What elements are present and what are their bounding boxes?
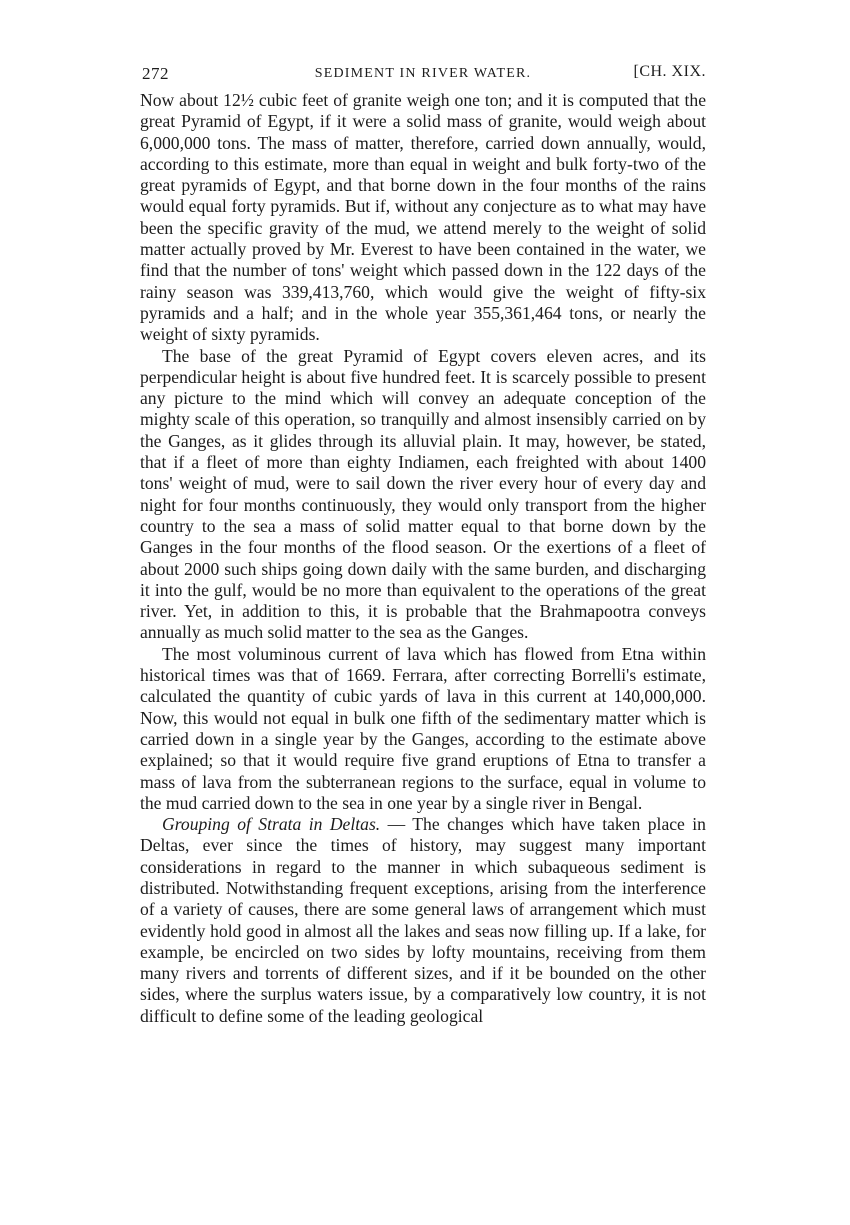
chapter-label: [CH. XIX. (633, 63, 706, 80)
running-title: SEDIMENT IN RIVER WATER. (314, 66, 532, 81)
running-head (140, 56, 706, 90)
section-heading: Grouping of Strata in Deltas. (162, 814, 381, 835)
paragraph: Now about 12½ cubic feet of granite weigh one ton; and it is computed that the great Pyramid of Egypt, if it were a solid mass of granite, would weigh about 6,000,000 tons. The mass of matter, therefore, carried down annually, would, according to this estimate, more than equal in weight and bulk forty-two of the great pyramids of Egypt, and that borne down in the four months of the rains would equal forty pyramids. But if, without any conjecture as to what may have been the specific gravity of the mud, we attend merely to the weight of solid matter actually proved by Mr. Everest to have been contained in the water, we find that the number of tons' weight which passed down in the 122 days of the rainy season was 339,413,760, which would give the weight of fifty-six pyramids and a half; and in the whole year 355,361,464 tons, or nearly the weight of sixty pyramids. (140, 90, 706, 345)
paragraph-text: — The changes which have taken place in Deltas, ever since the times of history, may suggest many important considerations in regard to the manner in which subaqueous sediment is distributed. Notwithstanding frequent exceptions, arising from the interference of a variety of causes, there are some general laws of arrangement which must evidently hold good in almost all the lakes and seas now filling up. If a lake, for example, be encircled on two sides by lofty mountains, receiving from them many rivers and torrents of different sizes, and if it be bounded on the other sides, where the surplus waters issue, by a comparatively low country, it is not difficult to define some of the leading geological (140, 814, 706, 1026)
page-number: 272 (142, 64, 169, 83)
paragraph (140, 814, 706, 1027)
paragraph: The most voluminous current of lava which has flowed from Etna within historical times was that of 1669. Ferrara, after correcting Borrelli's estimate, calculated the quantity of cubic yards of lava in this current at 140,000,000. Now, this would not equal in bulk one fifth of the sedimentary matter which is carried down in a single year by the Ganges, according to the estimate above explained; so that it would require five grand eruptions of Etna to transfer a mass of lava from the subterranean regions to the surface, equal in volume to the mud carried down to the sea in one year by a single river in Bengal. (140, 643, 706, 813)
book-page (140, 56, 706, 1186)
paragraph: The base of the great Pyramid of Egypt covers eleven acres, and its perpendicular height is about five hundred feet. It is scarcely possible to present any picture to the mind which will convey an adequate conception of the mighty scale of this operation, so tranquilly and almost insensibly carried on by the Ganges, as it glides through its alluvial plain. It may, however, be stated, that if a fleet of more than eighty Indiamen, each freighted with about 1400 tons' weight of mud, were to sail down the river every hour of every day and night for four months continuously, they would only transport from the higher country to the sea a mass of solid matter equal to that borne down by the Ganges in the four months of the flood season. Or the exertions of a fleet of about 2000 such ships going down daily with the same burden, and discharging it into the gulf, would be no more than equivalent to the operations of the great river. Yet, in addition to this, it is probable that the Brahmapootra conveys annually as much solid matter to the sea as the Ganges. (140, 345, 706, 643)
body-text (140, 90, 706, 1027)
